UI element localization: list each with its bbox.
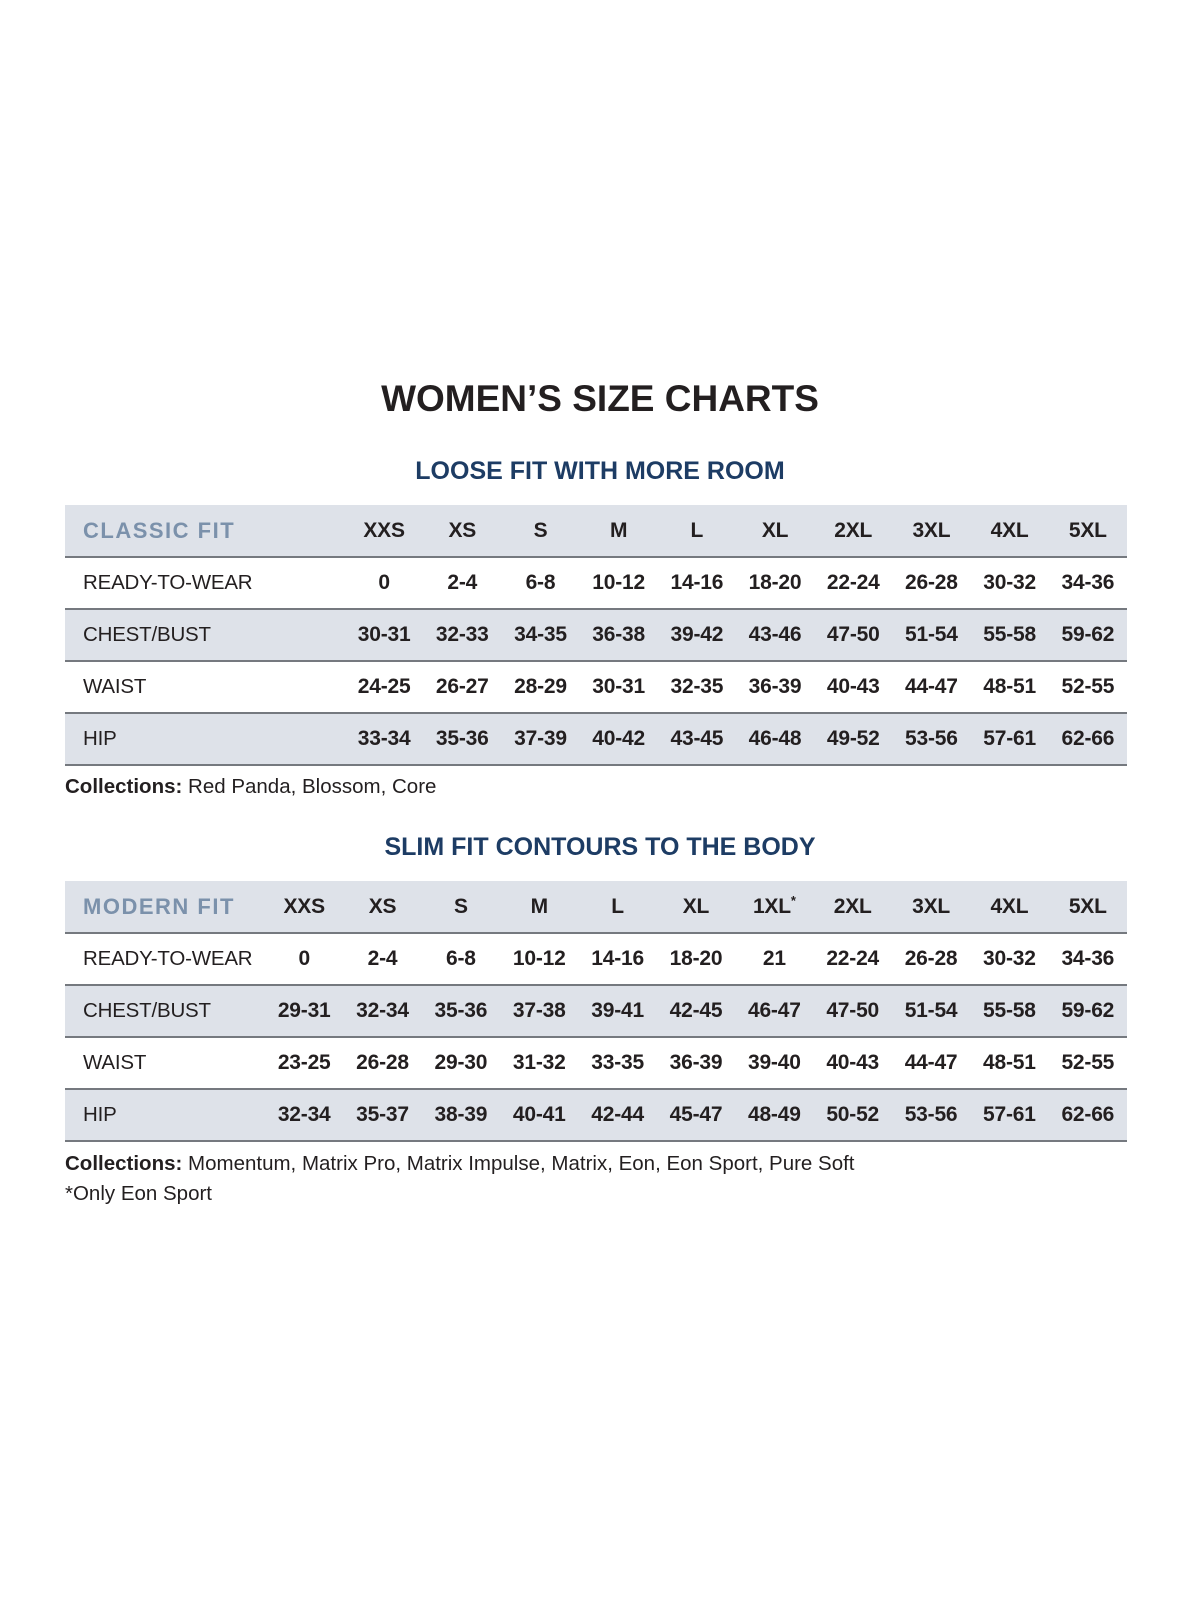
fit-label: MODERN FIT — [65, 881, 265, 933]
footnote-only-eon-sport: *Only Eon Sport — [65, 1182, 212, 1205]
measurement-value: 40-41 — [500, 1089, 578, 1141]
size-column-header: 5XL — [1049, 505, 1127, 557]
size-column-header: XL — [657, 881, 735, 933]
measurement-value: 10-12 — [580, 557, 658, 609]
measurement-value: 62-66 — [1049, 713, 1127, 765]
measurement-value: 59-62 — [1049, 609, 1127, 661]
measurement-value: 26-28 — [892, 557, 970, 609]
size-header-row — [65, 505, 1127, 557]
size-column-header: XS — [423, 505, 501, 557]
measurement-value: 32-35 — [658, 661, 736, 713]
measurement-value: 31-32 — [500, 1037, 578, 1089]
size-column-header: XXS — [265, 881, 343, 933]
measurement-value: 29-31 — [265, 985, 343, 1037]
measurement-value: 24-25 — [345, 661, 423, 713]
measurement-label: WAIST — [65, 1037, 265, 1089]
fit-label: CLASSIC FIT — [65, 505, 345, 557]
measurement-value: 26-28 — [343, 1037, 421, 1089]
measurement-value: 30-32 — [971, 557, 1049, 609]
measurement-value: 46-47 — [735, 985, 813, 1037]
measurement-value: 55-58 — [970, 985, 1048, 1037]
measurement-value: 53-56 — [892, 713, 970, 765]
measurement-value: 34-36 — [1049, 557, 1127, 609]
measurement-value: 18-20 — [657, 933, 735, 985]
measurement-value: 30-31 — [345, 609, 423, 661]
measurement-value: 52-55 — [1049, 661, 1127, 713]
measurement-value: 23-25 — [265, 1037, 343, 1089]
measurement-value: 40-42 — [580, 713, 658, 765]
measurement-value: 14-16 — [578, 933, 656, 985]
measurement-value: 10-12 — [500, 933, 578, 985]
size-column-header: 4XL — [970, 881, 1048, 933]
measurement-value: 48-51 — [970, 1037, 1048, 1089]
measurement-value: 2-4 — [343, 933, 421, 985]
measurement-value: 26-28 — [892, 933, 970, 985]
measurement-value: 35-36 — [422, 985, 500, 1037]
measurement-value: 30-32 — [970, 933, 1048, 985]
size-column-header: S — [501, 505, 579, 557]
measurement-value: 36-39 — [736, 661, 814, 713]
collections-label: Collections: — [65, 1152, 183, 1175]
measurement-value: 42-44 — [578, 1089, 656, 1141]
measurement-value: 50-52 — [814, 1089, 892, 1141]
size-column-header: M — [500, 881, 578, 933]
measurement-value: 22-24 — [814, 933, 892, 985]
collections-list: Red Panda, Blossom, Core — [182, 775, 437, 798]
measurement-label: HIP — [65, 1089, 265, 1141]
measurement-value: 34-35 — [501, 609, 579, 661]
measurement-value: 37-39 — [501, 713, 579, 765]
size-column-header: M — [580, 505, 658, 557]
measurement-value: 2-4 — [423, 557, 501, 609]
measurement-value: 14-16 — [658, 557, 736, 609]
section-subtitle-loose-fit: LOOSE FIT WITH MORE ROOM — [415, 457, 785, 485]
measurement-value: 30-31 — [580, 661, 658, 713]
measurement-row — [65, 661, 1127, 713]
measurement-value: 44-47 — [892, 661, 970, 713]
section-subtitle-slim-fit: SLIM FIT CONTOURS TO THE BODY — [384, 833, 816, 861]
measurement-value: 39-40 — [735, 1037, 813, 1089]
measurement-value: 51-54 — [892, 985, 970, 1037]
size-column-header: 2XL — [814, 881, 892, 933]
size-column-header: L — [578, 881, 656, 933]
measurement-value: 53-56 — [892, 1089, 970, 1141]
measurement-value: 52-55 — [1049, 1037, 1127, 1089]
measurement-value: 43-45 — [658, 713, 736, 765]
size-column-header: XS — [343, 881, 421, 933]
measurement-row — [65, 1037, 1127, 1089]
page-title: WOMEN’S SIZE CHARTS — [381, 378, 819, 419]
measurement-value: 32-34 — [343, 985, 421, 1037]
measurement-value: 33-34 — [345, 713, 423, 765]
measurement-value: 57-61 — [971, 713, 1049, 765]
modern-fit-size-table — [65, 881, 1127, 1142]
measurement-value: 35-37 — [343, 1089, 421, 1141]
measurement-value: 59-62 — [1049, 985, 1127, 1037]
measurement-value: 40-43 — [814, 661, 892, 713]
measurement-value: 39-41 — [578, 985, 656, 1037]
measurement-value: 43-46 — [736, 609, 814, 661]
measurement-label: READY-TO-WEAR — [65, 557, 345, 609]
size-column-header: 2XL — [814, 505, 892, 557]
measurement-value: 6-8 — [501, 557, 579, 609]
measurement-value: 45-47 — [657, 1089, 735, 1141]
measurement-value: 42-45 — [657, 985, 735, 1037]
measurement-value: 37-38 — [500, 985, 578, 1037]
measurement-value: 21 — [735, 933, 813, 985]
section-modern-fit — [0, 833, 1200, 1206]
collections-list: Momentum, Matrix Pro, Matrix Impulse, Matrix, Eon, Eon Sport, Pure Soft — [182, 1152, 855, 1175]
measurement-row — [65, 985, 1127, 1037]
measurement-value: 22-24 — [814, 557, 892, 609]
measurement-value: 36-39 — [657, 1037, 735, 1089]
measurement-value: 48-51 — [971, 661, 1049, 713]
measurement-value: 0 — [265, 933, 343, 985]
size-column-header: 1XL* — [735, 881, 813, 933]
measurement-label: CHEST/BUST — [65, 609, 345, 661]
measurement-value: 55-58 — [971, 609, 1049, 661]
measurement-value: 34-36 — [1049, 933, 1127, 985]
measurement-value: 26-27 — [423, 661, 501, 713]
classic-fit-collections — [65, 775, 1200, 799]
measurement-value: 51-54 — [892, 609, 970, 661]
measurement-value: 47-50 — [814, 609, 892, 661]
measurement-row — [65, 713, 1127, 765]
collections-label: Collections: — [65, 775, 183, 798]
measurement-value: 28-29 — [501, 661, 579, 713]
measurement-value: 32-33 — [423, 609, 501, 661]
measurement-value: 40-43 — [814, 1037, 892, 1089]
measurement-value: 62-66 — [1049, 1089, 1127, 1141]
measurement-value: 32-34 — [265, 1089, 343, 1141]
measurement-value: 33-35 — [578, 1037, 656, 1089]
classic-fit-size-table — [65, 505, 1127, 766]
measurement-label: HIP — [65, 713, 345, 765]
section-classic-fit — [0, 457, 1200, 799]
measurement-label: READY-TO-WEAR — [65, 933, 265, 985]
measurement-value: 6-8 — [422, 933, 500, 985]
size-column-header: XL — [736, 505, 814, 557]
measurement-value: 46-48 — [736, 713, 814, 765]
size-column-header: S — [422, 881, 500, 933]
measurement-value: 38-39 — [422, 1089, 500, 1141]
measurement-value: 49-52 — [814, 713, 892, 765]
measurement-value: 18-20 — [736, 557, 814, 609]
modern-fit-collections — [65, 1152, 1200, 1176]
measurement-value: 0 — [345, 557, 423, 609]
measurement-value: 48-49 — [735, 1089, 813, 1141]
footnote-asterisk: * — [790, 892, 796, 908]
size-column-header: XXS — [345, 505, 423, 557]
measurement-label: CHEST/BUST — [65, 985, 265, 1037]
measurement-row — [65, 933, 1127, 985]
measurement-row — [65, 1089, 1127, 1141]
measurement-value: 36-38 — [580, 609, 658, 661]
measurement-row — [65, 609, 1127, 661]
measurement-value: 44-47 — [892, 1037, 970, 1089]
measurement-value: 39-42 — [658, 609, 736, 661]
size-column-header: L — [658, 505, 736, 557]
measurement-value: 47-50 — [814, 985, 892, 1037]
size-column-header: 3XL — [892, 881, 970, 933]
measurement-label: WAIST — [65, 661, 345, 713]
size-column-header: 3XL — [892, 505, 970, 557]
measurement-value: 57-61 — [970, 1089, 1048, 1141]
measurement-value: 29-30 — [422, 1037, 500, 1089]
size-column-header: 4XL — [971, 505, 1049, 557]
measurement-value: 35-36 — [423, 713, 501, 765]
measurement-row — [65, 557, 1127, 609]
size-column-header: 5XL — [1049, 881, 1127, 933]
size-header-row — [65, 881, 1127, 933]
